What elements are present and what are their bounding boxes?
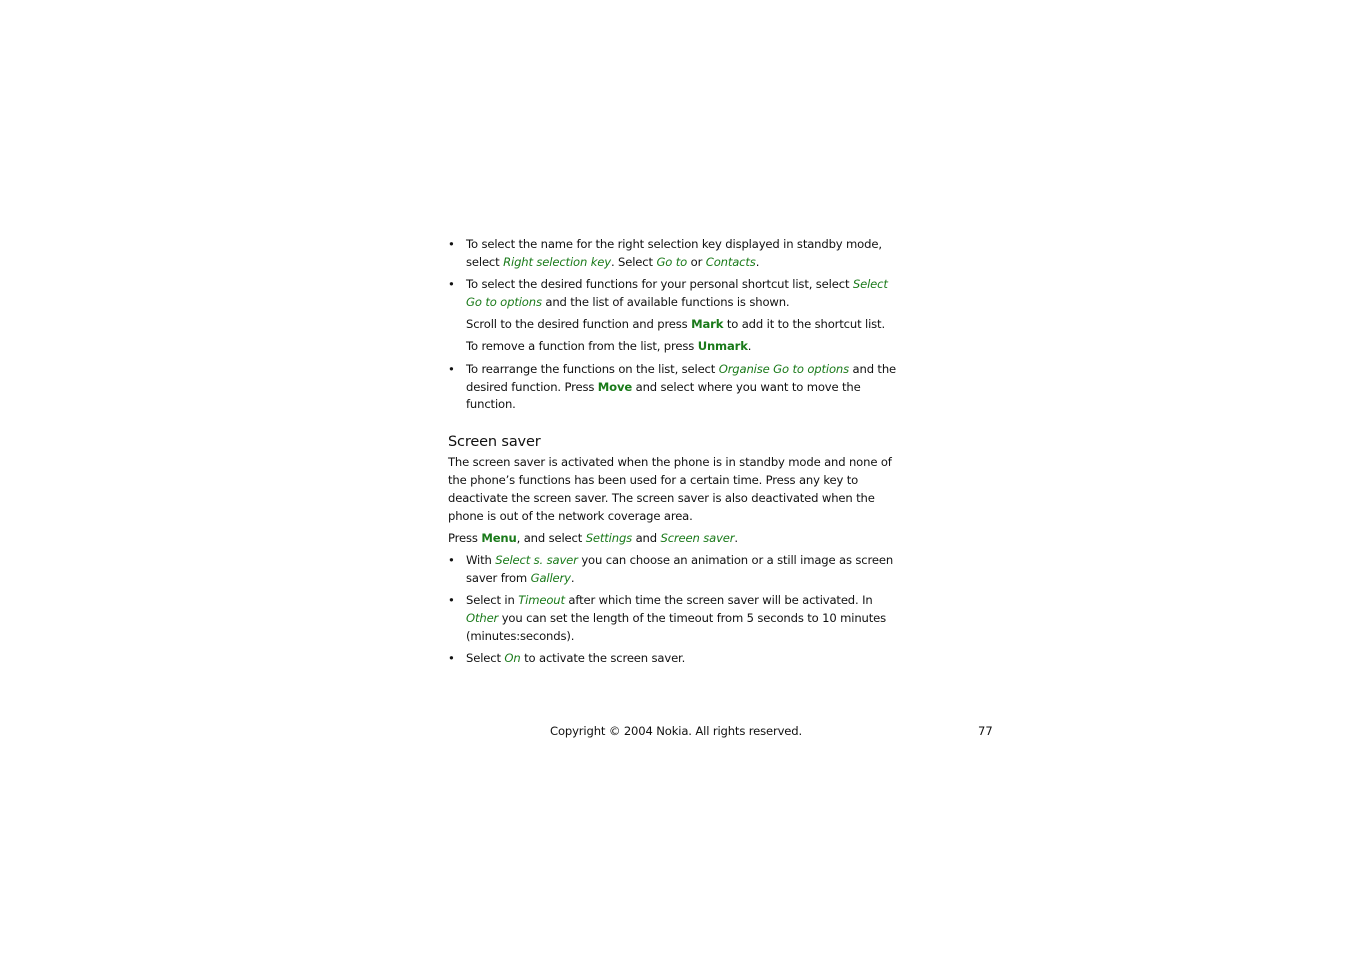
text: Scroll to the desired function and press — [466, 317, 692, 332]
list-item-timeout — [448, 592, 904, 645]
paragraph-press-menu — [448, 530, 904, 548]
paragraph-mark — [448, 316, 904, 334]
option-select-go-to-options: Select Go to options — [466, 277, 888, 309]
list-item-on — [448, 650, 904, 668]
section-intro: The screen saver is activated when the phone is in standby mode and none of the phone’s functions has been used for a certain time. Press any key to deactivate the screen saver. The screen saver is also deactivated when the phone is out of the network coverage area. — [448, 455, 892, 523]
option-right-selection-key: Right selection key — [503, 254, 611, 269]
text: . — [755, 254, 760, 269]
list-item-rearrange — [448, 361, 904, 414]
text: and select where you want to move the function. — [466, 379, 861, 412]
text: Select in — [466, 593, 519, 608]
key-menu: Menu — [481, 530, 517, 545]
list-item-shortcut-functions — [448, 276, 904, 312]
paragraph-unmark — [448, 338, 904, 356]
option-timeout: Timeout — [518, 593, 565, 608]
page-number: 77 — [978, 724, 993, 738]
text: you can set the length of the timeout from 5 seconds to 10 minutes (minutes:seconds). — [466, 611, 886, 643]
option-select-s-saver: Select s. saver — [495, 553, 578, 568]
text: you can choose an animation or a still image as screen saver from — [466, 553, 894, 585]
option-go-to: Go to — [656, 254, 688, 269]
text: . — [570, 570, 575, 585]
text: to activate the screen saver. — [520, 651, 686, 666]
option-contacts: Contacts — [705, 254, 756, 269]
text: To select the desired functions for your personal shortcut list, select — [466, 277, 853, 292]
option-on: On — [504, 651, 521, 666]
option-settings: Settings — [585, 530, 633, 545]
option-gallery: Gallery — [530, 570, 571, 585]
text: With — [466, 553, 496, 568]
footer-copyright: Copyright © 2004 Nokia. All rights reserved. — [550, 724, 803, 738]
text: to add it to the shortcut list. — [723, 317, 885, 332]
option-organise-go-to-options: Organise Go to options — [718, 361, 849, 376]
key-mark: Mark — [691, 317, 724, 332]
option-other: Other — [466, 611, 499, 626]
text: and — [632, 530, 661, 545]
text: To select the name for the right selection key displayed in standby mode, select — [466, 237, 882, 269]
text: or — [687, 254, 706, 269]
manual-content — [448, 236, 904, 672]
option-screen-saver: Screen saver — [660, 530, 735, 545]
text: Select — [466, 651, 505, 666]
text: after which time the screen saver will be activated. In — [564, 593, 873, 608]
text: and the desired function. Press — [466, 361, 897, 394]
list-item-right-selection-key — [448, 236, 904, 272]
text: . Select — [610, 254, 657, 269]
text: To remove a function from the list, press — [466, 339, 698, 354]
list-item-select-saver — [448, 552, 904, 588]
section-title: Screen saver — [448, 434, 541, 451]
text: Press — [448, 530, 482, 545]
text: . — [747, 339, 752, 354]
key-move: Move — [597, 379, 633, 394]
text: , and select — [516, 530, 586, 545]
text: . — [734, 530, 738, 545]
text: To rearrange the functions on the list, select — [466, 361, 719, 376]
key-unmark: Unmark — [697, 339, 748, 354]
text: and the list of available functions is shown. — [541, 294, 790, 309]
